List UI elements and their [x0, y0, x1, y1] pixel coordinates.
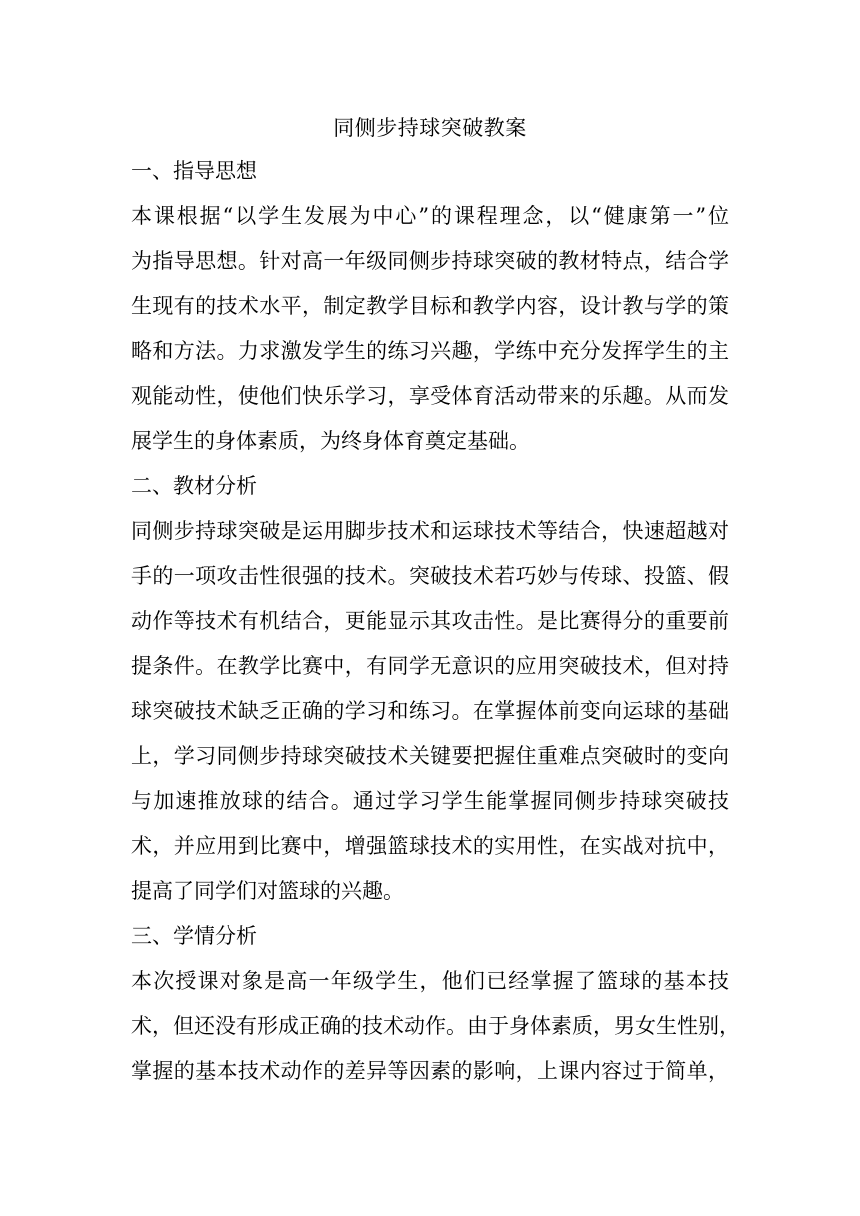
paragraph-line: 观能动性，使他们快乐学习，享受体育活动带来的乐趣。从而发 — [131, 384, 729, 408]
document-title: 同侧步持球突破教案 — [333, 116, 527, 140]
paragraph-line: 动作等技术有机结合，更能显示其攻击性。是比赛得分的重要前 — [131, 609, 729, 633]
paragraph-line: 与加速推放球的结合。通过学习学生能掌握同侧步持球突破技 — [131, 789, 729, 813]
paragraph-line: 提高了同学们对篮球的兴趣。 — [131, 879, 404, 903]
paragraph-line: 提条件。在教学比赛中，有同学无意识的应用突破技术，但对持 — [131, 654, 729, 678]
paragraph-line: 同侧步持球突破是运用脚步技术和运球技术等结合，快速超越对 — [131, 519, 729, 543]
paragraph-line: 展学生的身体素质，为终身体育奠定基础。 — [131, 429, 530, 453]
paragraph-line: 本课根据“以学生发展为中心”的课程理念，以“健康第一”位 — [131, 204, 729, 228]
section-heading-learner-analysis: 三、学情分析 — [131, 924, 257, 948]
paragraph-line: 略和方法。力求激发学生的练习兴趣，学练中充分发挥学生的主 — [131, 339, 729, 363]
paragraph-line: 术，并应用到比赛中，增强篮球技术的实用性，在实战对抗中， — [131, 834, 729, 858]
paragraph-line: 掌握的基本技术动作的差异等因素的影响，上课内容过于简单， — [131, 1059, 729, 1083]
section-heading-guiding-ideology: 一、指导思想 — [131, 159, 257, 183]
paragraph-line: 术，但还没有形成正确的技术动作。由于身体素质，男女生性别， — [131, 1014, 740, 1038]
paragraph-line: 上，学习同侧步持球突破技术关键要把握住重难点突破时的变向 — [131, 744, 729, 768]
document-body — [131, 155, 740, 1100]
paragraph-line: 球突破技术缺乏正确的学习和练习。在掌握体前变向运球的基础 — [131, 699, 729, 723]
section-heading-textbook-analysis: 二、教材分析 — [131, 474, 257, 498]
paragraph-line: 手的一项攻击性很强的技术。突破技术若巧妙与传球、投篮、假 — [131, 564, 729, 588]
paragraph-line: 生现有的技术水平，制定教学目标和教学内容，设计教与学的策 — [131, 294, 729, 318]
paragraph-line: 本次授课对象是高一年级学生，他们已经掌握了篮球的基本技 — [131, 969, 729, 993]
paragraph-line: 为指导思想。针对高一年级同侧步持球突破的教材特点，结合学 — [131, 249, 729, 273]
